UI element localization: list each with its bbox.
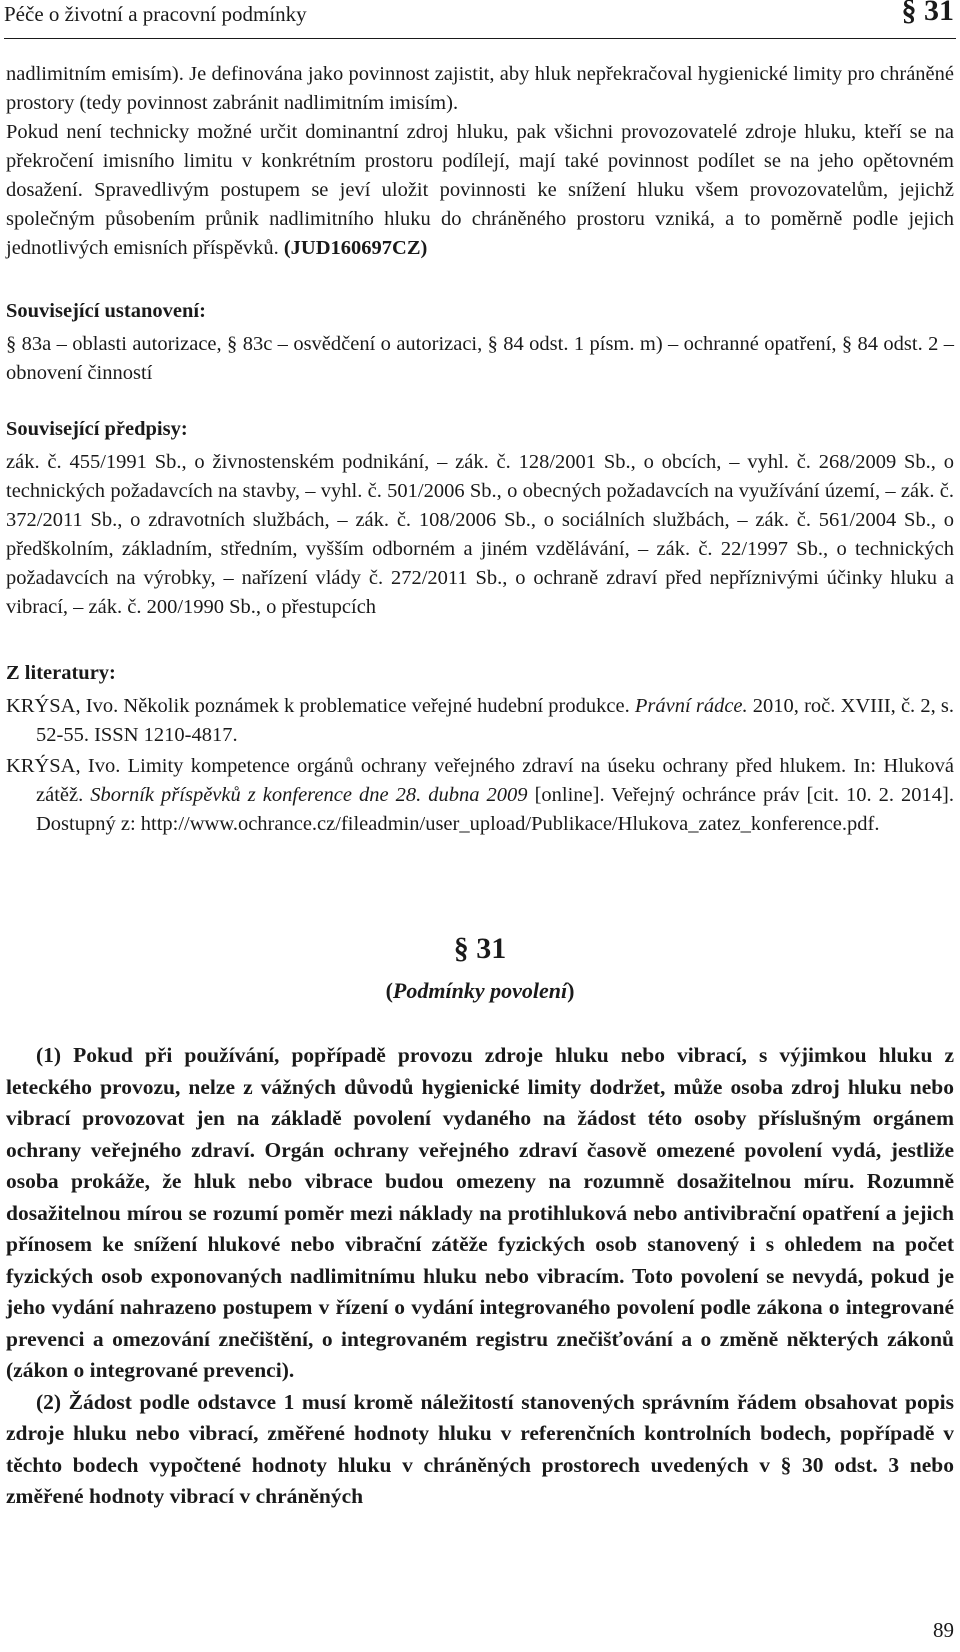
literature-entry-1-details: 2010, roč. XVIII, č. 2, s. 52-55. ISSN 1210-4817.: [36, 695, 954, 746]
page-number: 89: [933, 1618, 954, 1642]
commentary-paragraph-2: [6, 118, 954, 263]
literature-heading: Z literatury:: [6, 662, 116, 684]
related-provisions-heading: Související ustanovení:: [6, 300, 206, 322]
commentary-text-1: nadlimitním emisím). Je definována jako povinnost zajistit, aby hluk nepřekračoval hygienické limity pro chráněné prostory (tedy povinnost zabránit nadlimitním imisím).: [6, 63, 954, 114]
literature-entry-2-text: KRÝSA, Ivo. Limity kompetence orgánů ochrany veřejného zdraví na úseku ochrany před hlukem. In: Hluková zátěž.: [6, 755, 954, 806]
literature-entry-2-proceedings: Sborník příspěvků z konference dne 28. dubna 2009: [90, 784, 528, 806]
literature-entry-2: [6, 752, 954, 839]
running-header: [4, 0, 956, 42]
section-subtitle: (Podmínky povolení): [385, 978, 575, 1003]
case-reference: (JUD160697CZ): [283, 237, 428, 259]
header-section-number: § 31: [901, 0, 954, 27]
related-provisions-text: [6, 330, 954, 388]
section-body: [6, 1040, 954, 1513]
commentary-text-2: [6, 118, 954, 263]
literature-entry-1-journal: Právní rádce.: [634, 695, 748, 717]
commentary-text-2-body: Pokud není technicky možné určit dominantní zdroj hluku, pak všichni provozovatelé zdroje hluku, kteří se na překročení imisního limitu v konkrétním prostoru podílejí, mají také povinnost podílet se na jeho opětovném dosažení. Spravedlivým postupem se jeví uložit povinnosti ke snížení hluku všem provozovatelům, jejichž společným působením průnik nadlimitního hluku do chráněného prostoru vzniká, a to poměrně podle jejich jednotlivých emisních příspěvků.: [6, 121, 954, 259]
related-regulations-text: [6, 448, 954, 622]
section-subtitle-text: Podmínky povolení: [392, 978, 568, 1003]
literature-entry-2-details: [online]. Veřejný ochránce práv [cit. 10. 2. 2014]. Dostupný z: http://www.ochrance.cz/fileadmin/user_upload/Publikace/Hlukova_zatez_konference.pdf.: [36, 784, 954, 835]
section-paragraph-1: (1) Pokud při používání, popřípadě provozu zdroje hluku nebo vibrací, s výjimkou hluku z leteckého provozu, nelze z vážných důvodů hygienické limity dodržet, může osoba zdroj hluku nebo vibrací provozovat jen na základě povolení vydaného na žádost této osoby příslušným orgánem ochrany veřejného zdraví. Orgán ochrany veřejného zdraví časově omezené povolení vydá, jestliže osoba prokáže, že hluk nebo vibrace budou omezeny na rozumně dosažitelnou míru. Rozumně dosažitelnou mírou se rozumí poměr mezi náklady na protihluková nebo antivibrační opatření a jejich přínosem ke snížení hlukové nebo vibrační zátěže fyzických osob stanovený i s ohledem na počet fyzických osob exponovaných nadlimitnímu hluku nebo vibracím. Toto povolení se nevydá, pokud je jeho vydání nahrazeno postupem v řízení o vydání integrovaného povolení podle zákona o integrované prevenci a omezování znečištění, o integrovaném registru znečišťování a o změně některých zákonů (zákon o integrované prevenci).: [6, 1043, 954, 1382]
related-regulations-body: zák. č. 455/1991 Sb., o živnostenském podnikání, – zák. č. 128/2001 Sb., o obcích, – vyhl. č. 268/2009 Sb., o technických požadavcích na stavby, – vyhl. č. 501/2006 Sb., o obecných požadavcích na využívání území, – zák. č. 372/2011 Sb., o zdravotních službách, – zák. č. 108/2006 Sb., o sociálních službách, – zák. č. 561/2004 Sb., o předškolním, základním, středním, vyšším odborném a jiném vzdělávání, – zák. č. 22/1997 Sb., o technických požadavcích na výrobky, – nařízení vlády č. 272/2011 Sb., o ochraně zdraví před nepříznivými účinky hluku a vibrací, – zák. č. 200/1990 Sb., o přestupcích: [6, 451, 954, 618]
section-paragraph-2: (2) Žádost podle odstavce 1 musí kromě náležitostí stanovených správním řádem obsahovat popis zdroje hluku nebo vibrací, změřené hodnoty hluku v referenčních kontrolních bodech, popřípadě v těchto bodech vypočtené hodnoty hluku v chráněných prostorech uvedených v § 30 odst. 3 nebo změřené hodnoty vibrací v chráněných: [6, 1389, 954, 1508]
related-provisions-body: § 83a – oblasti autorizace, § 83c – osvědčení o autorizaci, § 84 odst. 1 písm. m) – ochranné opatření, § 84 odst. 2 – obnovení činností: [6, 333, 954, 384]
header-title: Péče o životní a pracovní podmínky: [4, 2, 307, 26]
related-regulations-heading: Související předpisy:: [6, 418, 188, 440]
literature-list: [6, 692, 954, 841]
literature-entry-1-text: KRÝSA, Ivo. Několik poznámek k problematice veřejné hudební produkce.: [6, 695, 635, 717]
commentary-paragraph-1: [6, 60, 954, 118]
section-title: § 31: [453, 932, 507, 965]
header-divider: [4, 38, 956, 39]
literature-entry-1: [6, 692, 954, 750]
